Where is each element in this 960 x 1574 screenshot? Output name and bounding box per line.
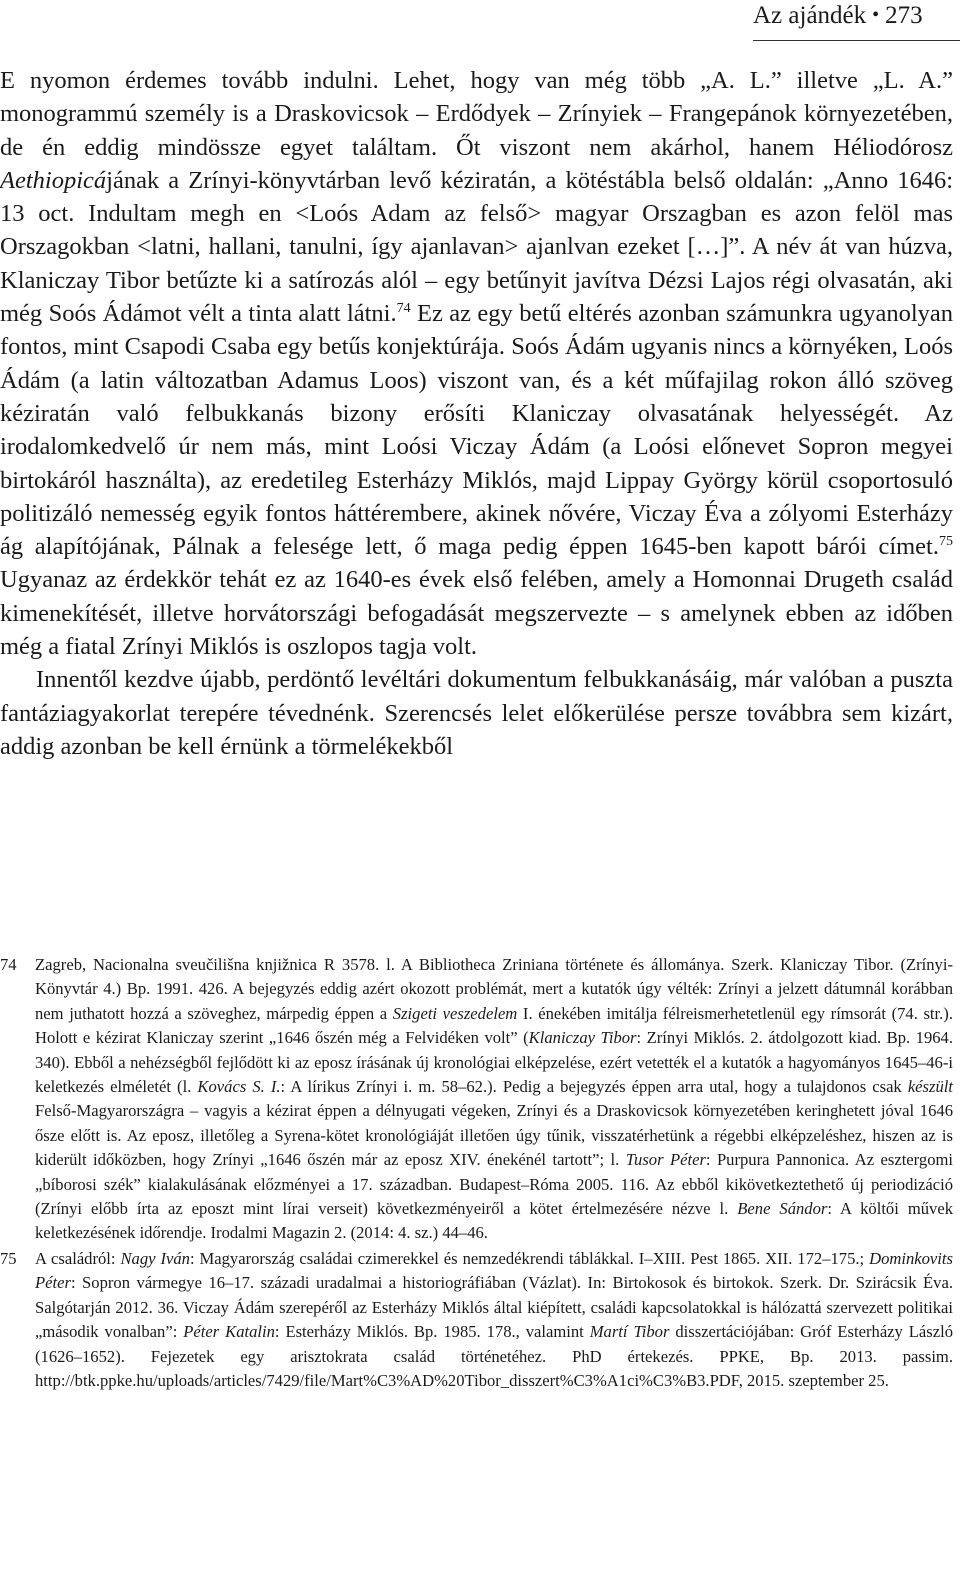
footnote-74-italic: készült xyxy=(907,1077,953,1097)
footnote-74-text: : Purpura Pannonica. Az esztergomi „bíborosi szék” kialakulásának előzményei a 17. században. Budapest–Róma 2005. 116. Az ebből kikövetkeztethető új periodizáció (Zrínyi előbb írta az eposzt mint lírai verseit) következményeiről a kötet értelmezésére nézve l. xyxy=(35,1150,954,1219)
footnote-74-italic: Klaniczay Tibor xyxy=(528,1028,637,1048)
footnote-74-text: I. énekében imitálja félreismerhetetlenül egy rímsorát (74. str.). Holott e kézirat Klaniczay szerint „1646 őszén még a Felvidéken volt” ( xyxy=(35,1003,953,1048)
page-number: 273 xyxy=(885,2,923,29)
paragraph-1-text-c: Ez az egy betű eltérés azonban számunkra ugyanolyan fontos, mint Csapodi Csaba egy betűs konjektúrája. Soós Ádám ugyanis nincs a környéken, Loós Ádám (a latin változatban Adamus Loos) viszont van, és a két műfajilag rokon álló szöveg kéziratán való felbukkanás bizony erősíti Klaniczay olvasatának helyességét. Az irodalomkedvelő úr nem más, mint Loósi Viczay Ádám (a Loósi előnevet Sopron megyei birtokáról használta), az eredetileg Esterházy Miklós, majd Lippay György körül csoportosuló politizáló nemesség egyik fontos háttérembere, akinek nővére, Viczay Éva a zólyomi Esterházy ág alapítójának, Pálnak a felesége lett, ő maga pedig éppen 1645-ben kapott bárói címet. xyxy=(0,300,953,561)
paragraph-1-text-d: Ugyanaz az érdekkör tehát ez az 1640-es évek első felében, amely a Homonnai Drugeth család kimenekítését, illetve horvátországi befogadását megszervezte – s amelynek ebben az időben még a fiatal Zrínyi Miklós is oszlopos tagja volt. xyxy=(0,566,953,661)
paragraph-1 xyxy=(0,64,953,663)
footnote-74-italic: Bene Sándor xyxy=(737,1199,828,1219)
title-italic-aethiopica: Aethiopicá xyxy=(0,166,107,194)
footnote-75-text: : Magyarország családai czimerekkel és nemzedékrendi táblákkal. I–XIII. Pest 1865. XII. 172–175.; xyxy=(189,1248,870,1268)
footnote-75 xyxy=(0,1247,953,1393)
footnote-ref-74[interactable]: 74 xyxy=(396,301,411,317)
paragraph-2: Innentől kezdve újabb, perdöntő levéltári dokumentum felbukkanásáig, már valóban a puszta fantáziagyakorlat terepére tévednénk. Szerencsés lelet előkerülése persze továbbra sem kizárt, addig azonban be kell érnünk a törmelékekből xyxy=(0,666,953,760)
footnote-75-italic: Nagy Iván xyxy=(120,1248,190,1268)
footnote-number-74: 74 xyxy=(0,955,17,974)
footnote-75-italic: Péter Katalin xyxy=(183,1322,275,1342)
footnote-74-text: : Zrínyi Miklós. 2. átdolgozott kiad. Bp. 1964. 340). Ebből a nehézségből fejlődött ki az eposz írásának új kronológiai elképzelése, ezért vetették el a kutatók a hagyományos 1645–46-i keletkezés elméletét (l. xyxy=(35,1028,953,1097)
footnote-75-text: : Sopron vármegye 16–17. századi uradalmai a historiográfiában (Vázlat). In: Birtokosok és birtokok. Szerk. Dr. Szirácsik Éva. Salgótarján 2012. 36. Viczay Ádám szerepéről az Esterházy Miklós által kiépített, családi kapcsolatokkal is hálózattá szervezett politikai „második vonalban”: xyxy=(35,1273,953,1342)
footnote-74-italic: Szigeti veszedelem xyxy=(392,1003,518,1023)
footnote-74-text: : A lírikus Zrínyi i. m. 58–62.). Pedig a bejegyzés éppen arra utal, hogy a tulajdonos csak xyxy=(280,1077,908,1097)
paragraph-1-text-a: E nyomon érdemes tovább indulni. Lehet, hogy van még több „A. L.” illetve „L. A.” monogrammú személy is a Draskovicsok – Erdődyek – Zrínyiek – Frangepánok környezetében, de én eddig mindössze egyet találtam. Őt viszont nem akárhol, hanem Héliodórosz xyxy=(0,67,953,161)
footnote-74-text: Zagreb, Nacionalna sveučilišna knjižnica R 3578. l. A Bibliotheca Zriniana története és állománya. Szerk. Klaniczay Tibor. (Zrínyi-Könyvtár 4.) Bp. 1991. 426. A bejegyzés eddig azért okozott problémát, mert a kutatók úgy vélték: Zrínyi a jelzett dátumnál korábban nem juthatott hozzá a szöveghez, márpedig éppen a xyxy=(35,955,953,1023)
chapter-title: Az ajándék xyxy=(753,2,867,29)
paragraph-1-text-b: jának a Zrínyi-könyvtárban levő kéziratán, a kötéstábla belső oldalán: „Anno 1646: 13 oct. Indultam megh en <Loós Adam az felső> magyar Orszagban es azon felöl mas Orszagokban <latni, hallani, tanulni, így ajanlavan> ajanlvan ezeket […]”. A név át van húzva, Klaniczay Tibor betűzte ki a satírozás alól – egy betűnyit javítva Dézsi Lajos régi olvasatán, aki még Soós Ádámot vélt a tinta alatt látni. xyxy=(0,166,953,328)
footnote-74-text: : A költői művek keletkezésének időrendje. Irodalmi Magazin 2. (2014: 4. sz.) 44–46. xyxy=(35,1199,954,1243)
footnote-75-italic: Martí Tibor xyxy=(589,1322,670,1342)
running-header xyxy=(753,0,960,41)
main-text xyxy=(0,64,953,763)
footnotes xyxy=(0,953,953,1393)
header-bullet: • xyxy=(872,4,880,26)
footnote-ref-75[interactable]: 75 xyxy=(939,534,953,550)
footnote-75-text: disszertációjában: Gróf Esterházy László (1626–1652). Fejezetek egy arisztokrata család történetéhez. PhD értekezés. PPKE, Bp. 2013. passim. http://btk.ppke.hu/uploads/articles/7429/file/Mart%C3%AD%20Tibor_disszert%C3%A1ci%C3%B3.PDF, 2015. szeptember 25. xyxy=(35,1322,954,1390)
footnote-74-italic: Kovács S. I. xyxy=(197,1077,281,1097)
footnote-74 xyxy=(0,953,953,1246)
footnote-number-75: 75 xyxy=(0,1248,17,1268)
footnote-75-text: : Esterházy Miklós. Bp. 1985. 178., valamint xyxy=(274,1322,590,1342)
footnote-75-text: A családról: xyxy=(35,1248,121,1268)
footnote-74-text: Felső-Magyarországra – vagyis a kézirat éppen a délnyugati végeken, Zrínyi és a Draskovicsok környezetében keringhetett jóval 1646 ősze előtt is. Az eposz, illetőleg a Syrena-kötet kronológiáját illetően úgy tűnik, visszatérhetünk a régebbi elképzeléshez, hiszen az is kiderült időközben, hogy Zrínyi „1646 őszén már az eposz XIV. énekénél tartott”; l. xyxy=(35,1101,953,1170)
footnote-75-italic: Dominkovits Péter xyxy=(35,1248,953,1293)
footnote-74-italic: Tusor Péter xyxy=(625,1150,706,1170)
